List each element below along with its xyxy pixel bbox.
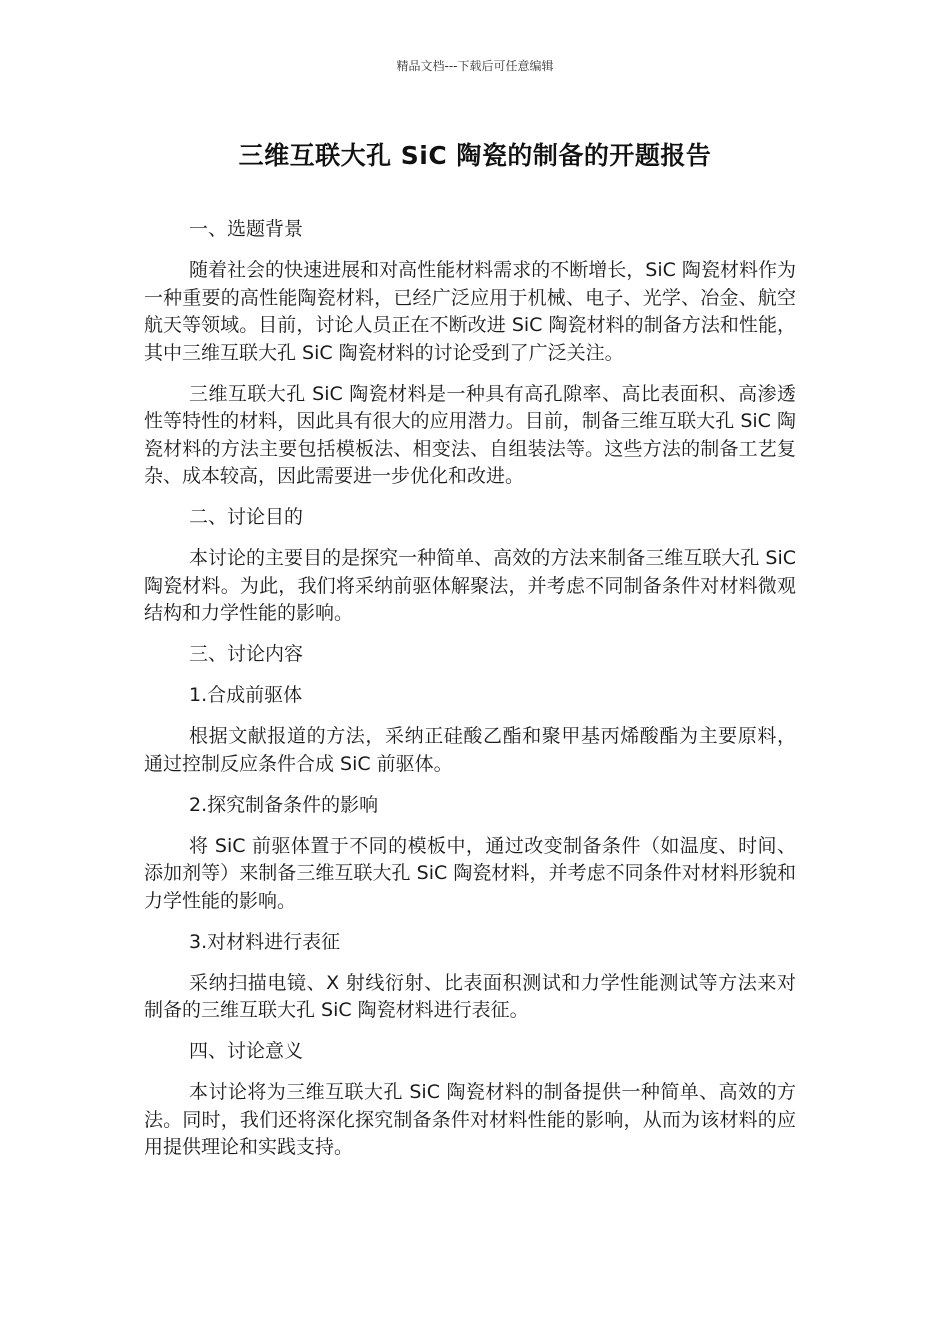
document-title: 三维互联大孔 SiC 陶瓷的制备的开题报告: [238, 141, 712, 170]
page-header-note: 精品文档---下载后可任意编辑: [396, 59, 554, 73]
paragraph-purpose-1: 本讨论的主要目的是探究一种简单、高效的方法来制备三维互联大孔 SiC 陶瓷材料。为此，我们将采纳前驱体解聚法，并考虑不同制备条件对材料微观结构和力学性能的影响。: [144, 547, 796, 624]
paragraph-significance-1: 本讨论将为三维互联大孔 SiC 陶瓷材料的制备提供一种简单、高效的方法。同时，我们还将深化探究制备条件对材料性能的影响，从而为该材料的应用提供理论和实践支持。: [144, 1081, 796, 1158]
paragraph-synthesis: 根据文献报道的方法，采纳正硅酸乙酯和聚甲基丙烯酸酯为主要原料，通过控制反应条件合成 SiC 前驱体。: [144, 725, 796, 775]
paragraph-background-2: 三维互联大孔 SiC 陶瓷材料是一种具有高孔隙率、高比表面积、高渗透性等特性的材料，因此具有很大的应用潜力。目前，制备三维互联大孔 SiC 陶瓷材料的方法主要包括模板法、相变法、自组装法等。这些方法的制备工艺复杂、成本较高，因此需要进一步优化和改进。: [144, 382, 796, 487]
section-heading-background: 一、选题背景: [189, 218, 304, 240]
paragraph-conditions: 将 SiC 前驱体置于不同的模板中，通过改变制备条件（如温度、时间、添加剂等）来制备三维互联大孔 SiC 陶瓷材料，并考虑不同条件对材料形貌和力学性能的影响。: [144, 834, 796, 912]
section-heading-purpose: 二、讨论目的: [189, 506, 304, 528]
section-heading-significance: 四、讨论意义: [189, 1040, 304, 1062]
subheading-characterization: 3.对材料进行表征: [189, 930, 341, 953]
paragraph-characterization: 采纳扫描电镜、X 射线衍射、比表面积测试和力学性能测试等方法来对制备的三维互联大孔 SiC 陶瓷材料进行表征。: [144, 971, 796, 1021]
paragraph-background-1: 随着社会的快速进展和对高性能材料需求的不断增长，SiC 陶瓷材料作为一种重要的高性能陶瓷材料，已经广泛应用于机械、电子、光学、冶金、航空航天等领域。目前，讨论人员正在不断改进 SiC 陶瓷材料的制备方法和性能，其中三维互联大孔 SiC 陶瓷材料的讨论受到了广泛关注。: [144, 259, 796, 364]
section-heading-content: 三、讨论内容: [189, 643, 304, 665]
subheading-conditions: 2.探究制备条件的影响: [189, 793, 379, 816]
document-body: [144, 216, 796, 1175]
subheading-synthesis: 1.合成前驱体: [189, 684, 303, 706]
